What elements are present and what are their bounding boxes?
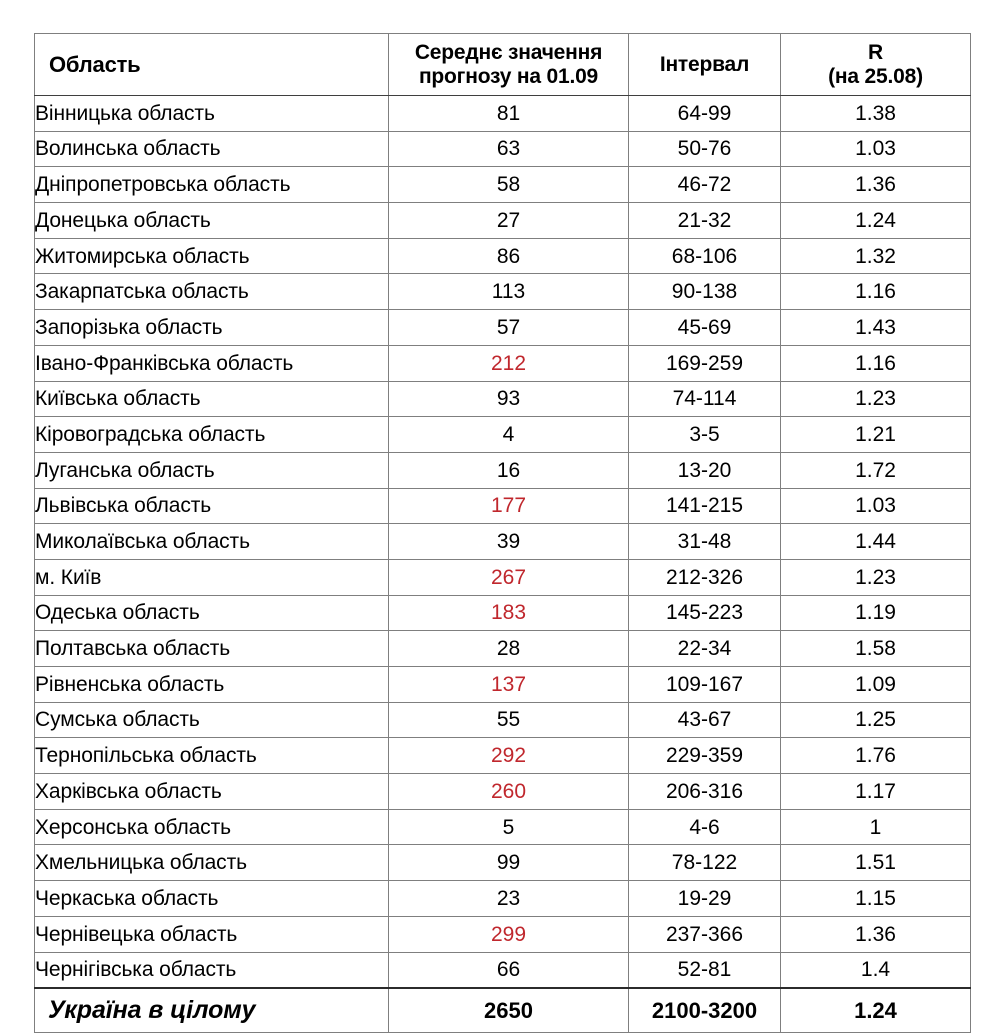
table-row — [35, 809, 971, 845]
cell-r-value: 1.43 — [781, 310, 971, 346]
cell-interval: 64-99 — [629, 96, 781, 132]
table-row — [35, 881, 971, 917]
cell-r-value: 1.23 — [781, 559, 971, 595]
cell-interval: 212-326 — [629, 559, 781, 595]
table-row — [35, 952, 971, 988]
cell-region: Харківська область — [35, 774, 389, 810]
cell-region: Одеська область — [35, 595, 389, 631]
table-header — [35, 34, 971, 96]
cell-region: Вінницька область — [35, 96, 389, 132]
cell-region: Полтавська область — [35, 631, 389, 667]
table-row — [35, 667, 971, 703]
cell-interval: 109-167 — [629, 667, 781, 703]
table-total-row — [35, 988, 971, 1033]
cell-mean-forecast: 27 — [389, 203, 629, 239]
cell-region: Чернігівська область — [35, 952, 389, 988]
cell-r-value: 1.21 — [781, 417, 971, 453]
cell-mean-forecast: 66 — [389, 952, 629, 988]
cell-mean-forecast-highlighted: 292 — [389, 738, 629, 774]
table-row — [35, 274, 971, 310]
cell-region: Хмельницька область — [35, 845, 389, 881]
cell-region: Донецька область — [35, 203, 389, 239]
cell-region: Луганська область — [35, 452, 389, 488]
cell-mean-forecast: 63 — [389, 131, 629, 167]
column-header-r-line1: R — [868, 40, 883, 64]
table-row — [35, 310, 971, 346]
cell-region: Кіровоградська область — [35, 417, 389, 453]
column-header-r — [781, 34, 971, 96]
cell-r-value: 1.44 — [781, 524, 971, 560]
cell-interval: 145-223 — [629, 595, 781, 631]
cell-r-value: 1.19 — [781, 595, 971, 631]
table-row — [35, 631, 971, 667]
table-row — [35, 916, 971, 952]
cell-interval: 50-76 — [629, 131, 781, 167]
table-row — [35, 845, 971, 881]
cell-mean-forecast: 39 — [389, 524, 629, 560]
cell-r-value: 1.4 — [781, 952, 971, 988]
cell-interval: 43-67 — [629, 702, 781, 738]
column-header-interval: Інтервал — [629, 34, 781, 96]
column-header-r-line2: (на 25.08) — [828, 64, 923, 88]
cell-mean-forecast: 4 — [389, 417, 629, 453]
cell-region: Волинська область — [35, 131, 389, 167]
cell-region: Івано-Франківська область — [35, 345, 389, 381]
cell-r-value: 1.24 — [781, 203, 971, 239]
cell-total-mean-forecast: 2650 — [389, 988, 629, 1033]
cell-interval: 22-34 — [629, 631, 781, 667]
cell-mean-forecast: 99 — [389, 845, 629, 881]
table-row — [35, 238, 971, 274]
cell-r-value: 1.09 — [781, 667, 971, 703]
cell-interval: 206-316 — [629, 774, 781, 810]
cell-mean-forecast-highlighted: 137 — [389, 667, 629, 703]
regional-forecast-table — [34, 33, 971, 1033]
cell-interval: 68-106 — [629, 238, 781, 274]
cell-region: Чернівецька область — [35, 916, 389, 952]
cell-interval: 74-114 — [629, 381, 781, 417]
cell-region: м. Київ — [35, 559, 389, 595]
cell-region: Львівська область — [35, 488, 389, 524]
table-row — [35, 96, 971, 132]
cell-interval: 4-6 — [629, 809, 781, 845]
cell-mean-forecast-highlighted: 299 — [389, 916, 629, 952]
cell-interval: 169-259 — [629, 345, 781, 381]
cell-r-value: 1 — [781, 809, 971, 845]
cell-total-r-value: 1.24 — [781, 988, 971, 1033]
cell-r-value: 1.16 — [781, 345, 971, 381]
table-row — [35, 595, 971, 631]
table-row — [35, 131, 971, 167]
cell-mean-forecast: 16 — [389, 452, 629, 488]
table-row — [35, 381, 971, 417]
cell-region: Закарпатська область — [35, 274, 389, 310]
cell-r-value: 1.36 — [781, 167, 971, 203]
table-row — [35, 345, 971, 381]
cell-region: Миколаївська область — [35, 524, 389, 560]
cell-interval: 31-48 — [629, 524, 781, 560]
cell-region: Житомирська область — [35, 238, 389, 274]
cell-mean-forecast-highlighted: 183 — [389, 595, 629, 631]
cell-interval: 90-138 — [629, 274, 781, 310]
cell-interval: 237-366 — [629, 916, 781, 952]
cell-mean-forecast: 113 — [389, 274, 629, 310]
table-header-row — [35, 34, 971, 96]
cell-r-value: 1.03 — [781, 131, 971, 167]
cell-interval: 19-29 — [629, 881, 781, 917]
table-body — [35, 96, 971, 1033]
table-row — [35, 774, 971, 810]
cell-r-value: 1.15 — [781, 881, 971, 917]
cell-mean-forecast: 58 — [389, 167, 629, 203]
table-row — [35, 702, 971, 738]
cell-r-value: 1.17 — [781, 774, 971, 810]
table-row — [35, 203, 971, 239]
cell-r-value: 1.16 — [781, 274, 971, 310]
cell-r-value: 1.72 — [781, 452, 971, 488]
cell-mean-forecast: 93 — [389, 381, 629, 417]
table-row — [35, 524, 971, 560]
cell-mean-forecast-highlighted: 267 — [389, 559, 629, 595]
cell-region: Херсонська область — [35, 809, 389, 845]
cell-mean-forecast: 28 — [389, 631, 629, 667]
cell-region: Дніпропетровська область — [35, 167, 389, 203]
column-header-mean-forecast — [389, 34, 629, 96]
column-header-mean-line2: прогнозу на 01.09 — [418, 64, 599, 88]
cell-mean-forecast-highlighted: 212 — [389, 345, 629, 381]
cell-r-value: 1.38 — [781, 96, 971, 132]
cell-total-interval: 2100-3200 — [629, 988, 781, 1033]
cell-mean-forecast-highlighted: 260 — [389, 774, 629, 810]
column-header-mean-line1: Середнє значення — [414, 40, 603, 64]
table-row — [35, 488, 971, 524]
column-header-region: Область — [35, 34, 389, 96]
cell-interval: 21-32 — [629, 203, 781, 239]
cell-r-value: 1.76 — [781, 738, 971, 774]
cell-r-value: 1.51 — [781, 845, 971, 881]
cell-mean-forecast: 23 — [389, 881, 629, 917]
cell-interval: 45-69 — [629, 310, 781, 346]
cell-r-value: 1.25 — [781, 702, 971, 738]
cell-interval: 3-5 — [629, 417, 781, 453]
forecast-table-container — [34, 33, 970, 1033]
cell-mean-forecast: 86 — [389, 238, 629, 274]
cell-interval: 229-359 — [629, 738, 781, 774]
table-row — [35, 738, 971, 774]
cell-r-value: 1.58 — [781, 631, 971, 667]
cell-mean-forecast: 55 — [389, 702, 629, 738]
table-row — [35, 559, 971, 595]
cell-region: Київська область — [35, 381, 389, 417]
cell-interval: 13-20 — [629, 452, 781, 488]
cell-region: Запорізька область — [35, 310, 389, 346]
cell-r-value: 1.23 — [781, 381, 971, 417]
cell-region: Черкаська область — [35, 881, 389, 917]
cell-mean-forecast: 5 — [389, 809, 629, 845]
table-row — [35, 417, 971, 453]
cell-interval: 52-81 — [629, 952, 781, 988]
table-row — [35, 452, 971, 488]
cell-region: Тернопільська область — [35, 738, 389, 774]
cell-mean-forecast: 57 — [389, 310, 629, 346]
cell-r-value: 1.32 — [781, 238, 971, 274]
cell-mean-forecast: 81 — [389, 96, 629, 132]
cell-r-value: 1.03 — [781, 488, 971, 524]
cell-r-value: 1.36 — [781, 916, 971, 952]
cell-region: Рівненська область — [35, 667, 389, 703]
cell-total-region: Україна в цілому — [35, 988, 389, 1033]
cell-mean-forecast-highlighted: 177 — [389, 488, 629, 524]
cell-interval: 46-72 — [629, 167, 781, 203]
cell-interval: 141-215 — [629, 488, 781, 524]
cell-region: Сумська область — [35, 702, 389, 738]
cell-interval: 78-122 — [629, 845, 781, 881]
table-row — [35, 167, 971, 203]
